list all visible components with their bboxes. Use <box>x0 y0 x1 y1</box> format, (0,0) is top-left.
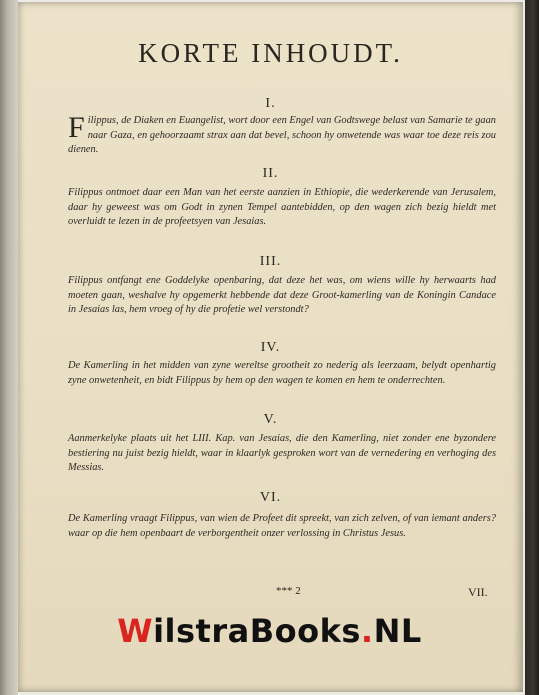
signature-mark: *** 2 <box>276 585 301 597</box>
section-number-1: I. <box>265 96 276 111</box>
section-number-2: II. <box>262 166 279 181</box>
drop-cap: F <box>68 111 85 144</box>
book-page <box>18 2 523 692</box>
page-title: KORTE INHOUDT. <box>138 38 403 68</box>
section-text-6: De Kamerling vraagt Filippus, van wien de Profeet dit spreekt, van zich zelven, of van iemant anders? waar op die hem openbaart de verborgentheit onzer verlossing in Christus Jesus. <box>68 513 496 539</box>
section-text-3: Filippus ontfangt ene Goddelyke openbaring, dat deze het was, om wiens wille hy herwaarts had moeten gaan, weshalve hy opgemerkt hebbende dat deze Groot-kamerling van de Koningin Candace in Jesaias las, hem vroeg of hy die profetie wel verstondt? <box>68 275 496 315</box>
section-body-1: ilippus, de Diaken en Euangelist, wort door een Engel van Godtswege belast van Samarie te gaan naar Gaza, en gehoorzaamt strax aan dat bevel, schoon hy onwetende was waar toe deze reis zou dienen. <box>68 115 496 155</box>
section-text-4: De Kamerling in het midden van zyne wereltse grootheit zo nederig als leerzaam, belydt openhartig zyne onwetenheit, en bidt Filippus by hem op den wagen te komen en hem te onderrechten. <box>68 360 496 386</box>
section-number-4: IV. <box>260 340 281 355</box>
watermark-logo <box>0 612 539 650</box>
watermark-name: ilstraBooks <box>153 612 361 650</box>
catchword: VII. <box>468 585 488 599</box>
section-number-6: VI. <box>259 490 282 505</box>
watermark-tld: NL <box>373 612 422 650</box>
book-edge-left <box>0 0 18 695</box>
watermark-dot: . <box>360 612 374 650</box>
watermark-initial: W <box>117 612 154 650</box>
section-number-5: V. <box>263 412 278 427</box>
section-text-5: Aanmerkelyke plaats uit het LIII. Kap. van Jesaias, die den Kamerling, niet zonder ene byzondere bestiering nu juist bezig hieldt, waar in klaarlyk gesproken wort van de vernedering en verhoging des Messias. <box>68 433 496 473</box>
book-edge-right <box>525 0 539 695</box>
section-number-3: III. <box>259 254 282 269</box>
section-text-1 <box>68 111 496 158</box>
section-text-2: Filippus ontmoet daar een Man van het eerste aanzien in Ethiopie, die wederkerende van Jerusalem, daar hy geweest was om Godt in zynen Tempel aantebidden, op den wagen zich bezig hieldt met overluidt te lezen in de profeetsyen van Jesaias. <box>68 187 496 227</box>
